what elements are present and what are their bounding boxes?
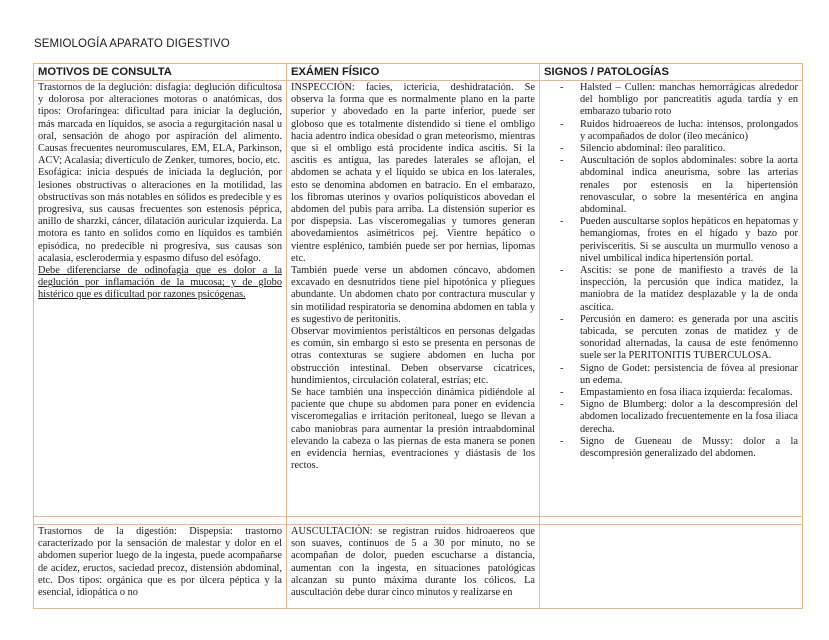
paragraph: Se hace también una inspección dinámica pidiéndole al paciente que chupe su abdomen para poner en evidencia visceromegalias e irritación peritoneal, luego se llevan a cabo maniobras para aumentar la presión intraabdominal elevando la cabeza o las piernas de esta manera se ponen en evidencia hernias, eventraciones y diástasis de los rectos. xyxy=(291,387,535,472)
signs-list xyxy=(544,82,798,460)
cell-motivos-deglucion xyxy=(34,81,287,517)
paragraph: Esofágica: inicia después de iniciada la deglución, por lesiones obstructivas o alteraciones en la motilidad, las obstructivas son más notables en sólidos es predecible y es progresiva, sus causas frecuentes son estenosis péprica, anillo de sharzki, cáncer, dilatación auricular izquierda. La motora es tanto en solidos como en líquidos es también episódica, no predecible ni progresiva, sus causas son acalasia, esclerodermia y espasmo difuso del esófago. xyxy=(38,167,282,264)
list-item: - Signo de Godet: persistencia de fóvea al presionar un edema. xyxy=(544,363,798,387)
list-item: - Signo de Gueneau de Mussy: dolor a la descompresión generalizado del abdomen. xyxy=(544,436,798,460)
list-item: - Pueden auscultarse soplos hepáticos en hepatomas y hemangiomas, frotes en el hígado y bazo por perivisceritis. Si se ausculta un murmullo venoso a nivel umbilical indica hipertensión portal. xyxy=(544,216,798,265)
paragraph: INSPECCIÓN: facies, ictericia, deshidratación. Se observa la forma que es normalmente plano en la parte superior y abovedado en la parte inferior, puede ser globoso que es totalmente distendido si tiene el ombligo hacia adentro indica obesidad o gran meteorismo, mientras que si el ombligo está procidente indica ascitis. Si la ascitis es antigua, las paredes laterales se aflojan, el abdomen se achata y el líquido se ubica en los laterales, esto se denomina abdomen en batracio. En el embarazo, los fibromas uterinos y ovarios poliquísticos abovedan el abdomen del pubis para arriba. La distensión superior es por dispepsia. Las visceromegalias y tumores generan abovedamientos asimétricos pej. Vientre hepático o vientre esplénico, también puede ser por hernias, lipomas etc. xyxy=(291,82,535,264)
list-item: - Silencio abdominal: íleo paralítico. xyxy=(544,143,798,155)
spacer-cell xyxy=(287,517,540,525)
header-motivos: MOTIVOS DE CONSULTA xyxy=(34,64,287,81)
paragraph: Trastornos de la digestión: Dispepsia: trastorno caracterizado por la sensación de malestar y dolor en el abdomen superior luego de la ingesta, puede acompañarse de acidez, eructos, saciedad precoz, distensión abdominal, etc. Dos tipos: orgánica que es por úlcera péptica y la esencial, idiopática o no xyxy=(38,526,282,599)
list-item: - Percusión en damero: es generada por una ascitis tabicada, se percuten zonas de matidez y de sonoridad alternadas, la causa de este fenómenno suele ser la PERITONITIS TUBERCULOSA. xyxy=(544,314,798,363)
paragraph: Trastornos de la deglución: disfagia: deglución dificultosa y dolorosa por alteraciones motoras o anatómicas, dos tipos: Orofaríngea: dificultad para iniciar la deglución, más marcada en líquidos, se asocia a regurgitación nasal u oral, sensación de ahogo por aspiración del alimento. Causas frecuentes neuromusculares, EM, ELA, Parkinson, ACV; Acalasia; divertículo de Zenker, tumores, bocio, etc. xyxy=(38,82,282,167)
list-item: - Empastamiento en fosa iliaca izquierda: fecalomas. xyxy=(544,387,798,399)
cell-examen-auscultacion xyxy=(287,525,540,609)
list-item: - Auscultación de soplos abdominales: sobre la aorta abdominal indica aneurisma, sobre las arterias renales por estenosis en la hipertensión renovascular, o sobre la mesentérica en angina abdominal. xyxy=(544,155,798,216)
list-item: - Halsted – Cullen: manchas hemorrágicas alrededor del hombligo por pancreatitis aguda tardía y en embarazo tubario roto xyxy=(544,82,798,119)
list-item: - Ruidos hidroaereos de lucha: intensos, prolongados y acompañados de dolor (íleo mecánico) xyxy=(544,119,798,143)
list-item: - Ascitis: se pone de manifiesto a través de la inspección, la percusión que indica matidez, la maniobra de la matidez desplazable y la de onda ascítica. xyxy=(544,265,798,314)
table-row xyxy=(34,81,803,517)
spacer-cell xyxy=(34,517,287,525)
table-header-row xyxy=(34,64,803,81)
paragraph: Debe diferenciarse de odinofagia que es dolor a la deglución por inflamación de la mucosa; y de globo histérico que es dificultad por razones psicógenas. xyxy=(38,265,282,301)
spacer-cell xyxy=(540,517,803,525)
paragraph: Observar movimientos peristálticos en personas delgadas es común, sin embargo si esto se presenta en personas de otras contexturas se sugiere abdomen en lucha por obstrucción intestinal. Deben observarse cicatrices, hundimientos, circulación colateral, estrías; etc. xyxy=(291,326,535,386)
cell-examen-inspeccion xyxy=(287,81,540,517)
header-signos: SIGNOS / PATOLOGÍAS xyxy=(540,64,803,81)
table-spacer-row xyxy=(34,517,803,525)
table-row xyxy=(34,525,803,609)
header-examen: EXÁMEN FÍSICO xyxy=(287,64,540,81)
paragraph: También puede verse un abdomen cóncavo, abdomen excavado en desnutridos tiene piel hipotónica y pliegues abundante. Un abdomen chato por contractura muscular y sin motilidad respiratoria se denomina abdomen en tabla y es sugestivo de peritonitis. xyxy=(291,265,535,325)
cell-signos-list xyxy=(540,81,803,517)
document-title: SEMIOLOGÍA APARATO DIGESTIVO xyxy=(34,38,230,50)
semiology-table xyxy=(33,63,803,609)
cell-signos-empty xyxy=(540,525,803,609)
cell-motivos-digestion xyxy=(34,525,287,609)
paragraph: AUSCULTACIÓN: se registran ruidos hidroaereos que son suaves, continuos de 5 a 30 por minuto, no se acompañan de dolor, pueden escucharse a distancia, aumentan con la ingesta, en situaciones patológicas alcanzan su punto máxima durante los cólicos. La auscultación debe durar cinco minutos y realizarse en xyxy=(291,526,535,599)
list-item: - Signo de Blumberg: dolor a la descompresión del abdomen localizado frecuentemente en la fosa iliaca derecha. xyxy=(544,399,798,436)
